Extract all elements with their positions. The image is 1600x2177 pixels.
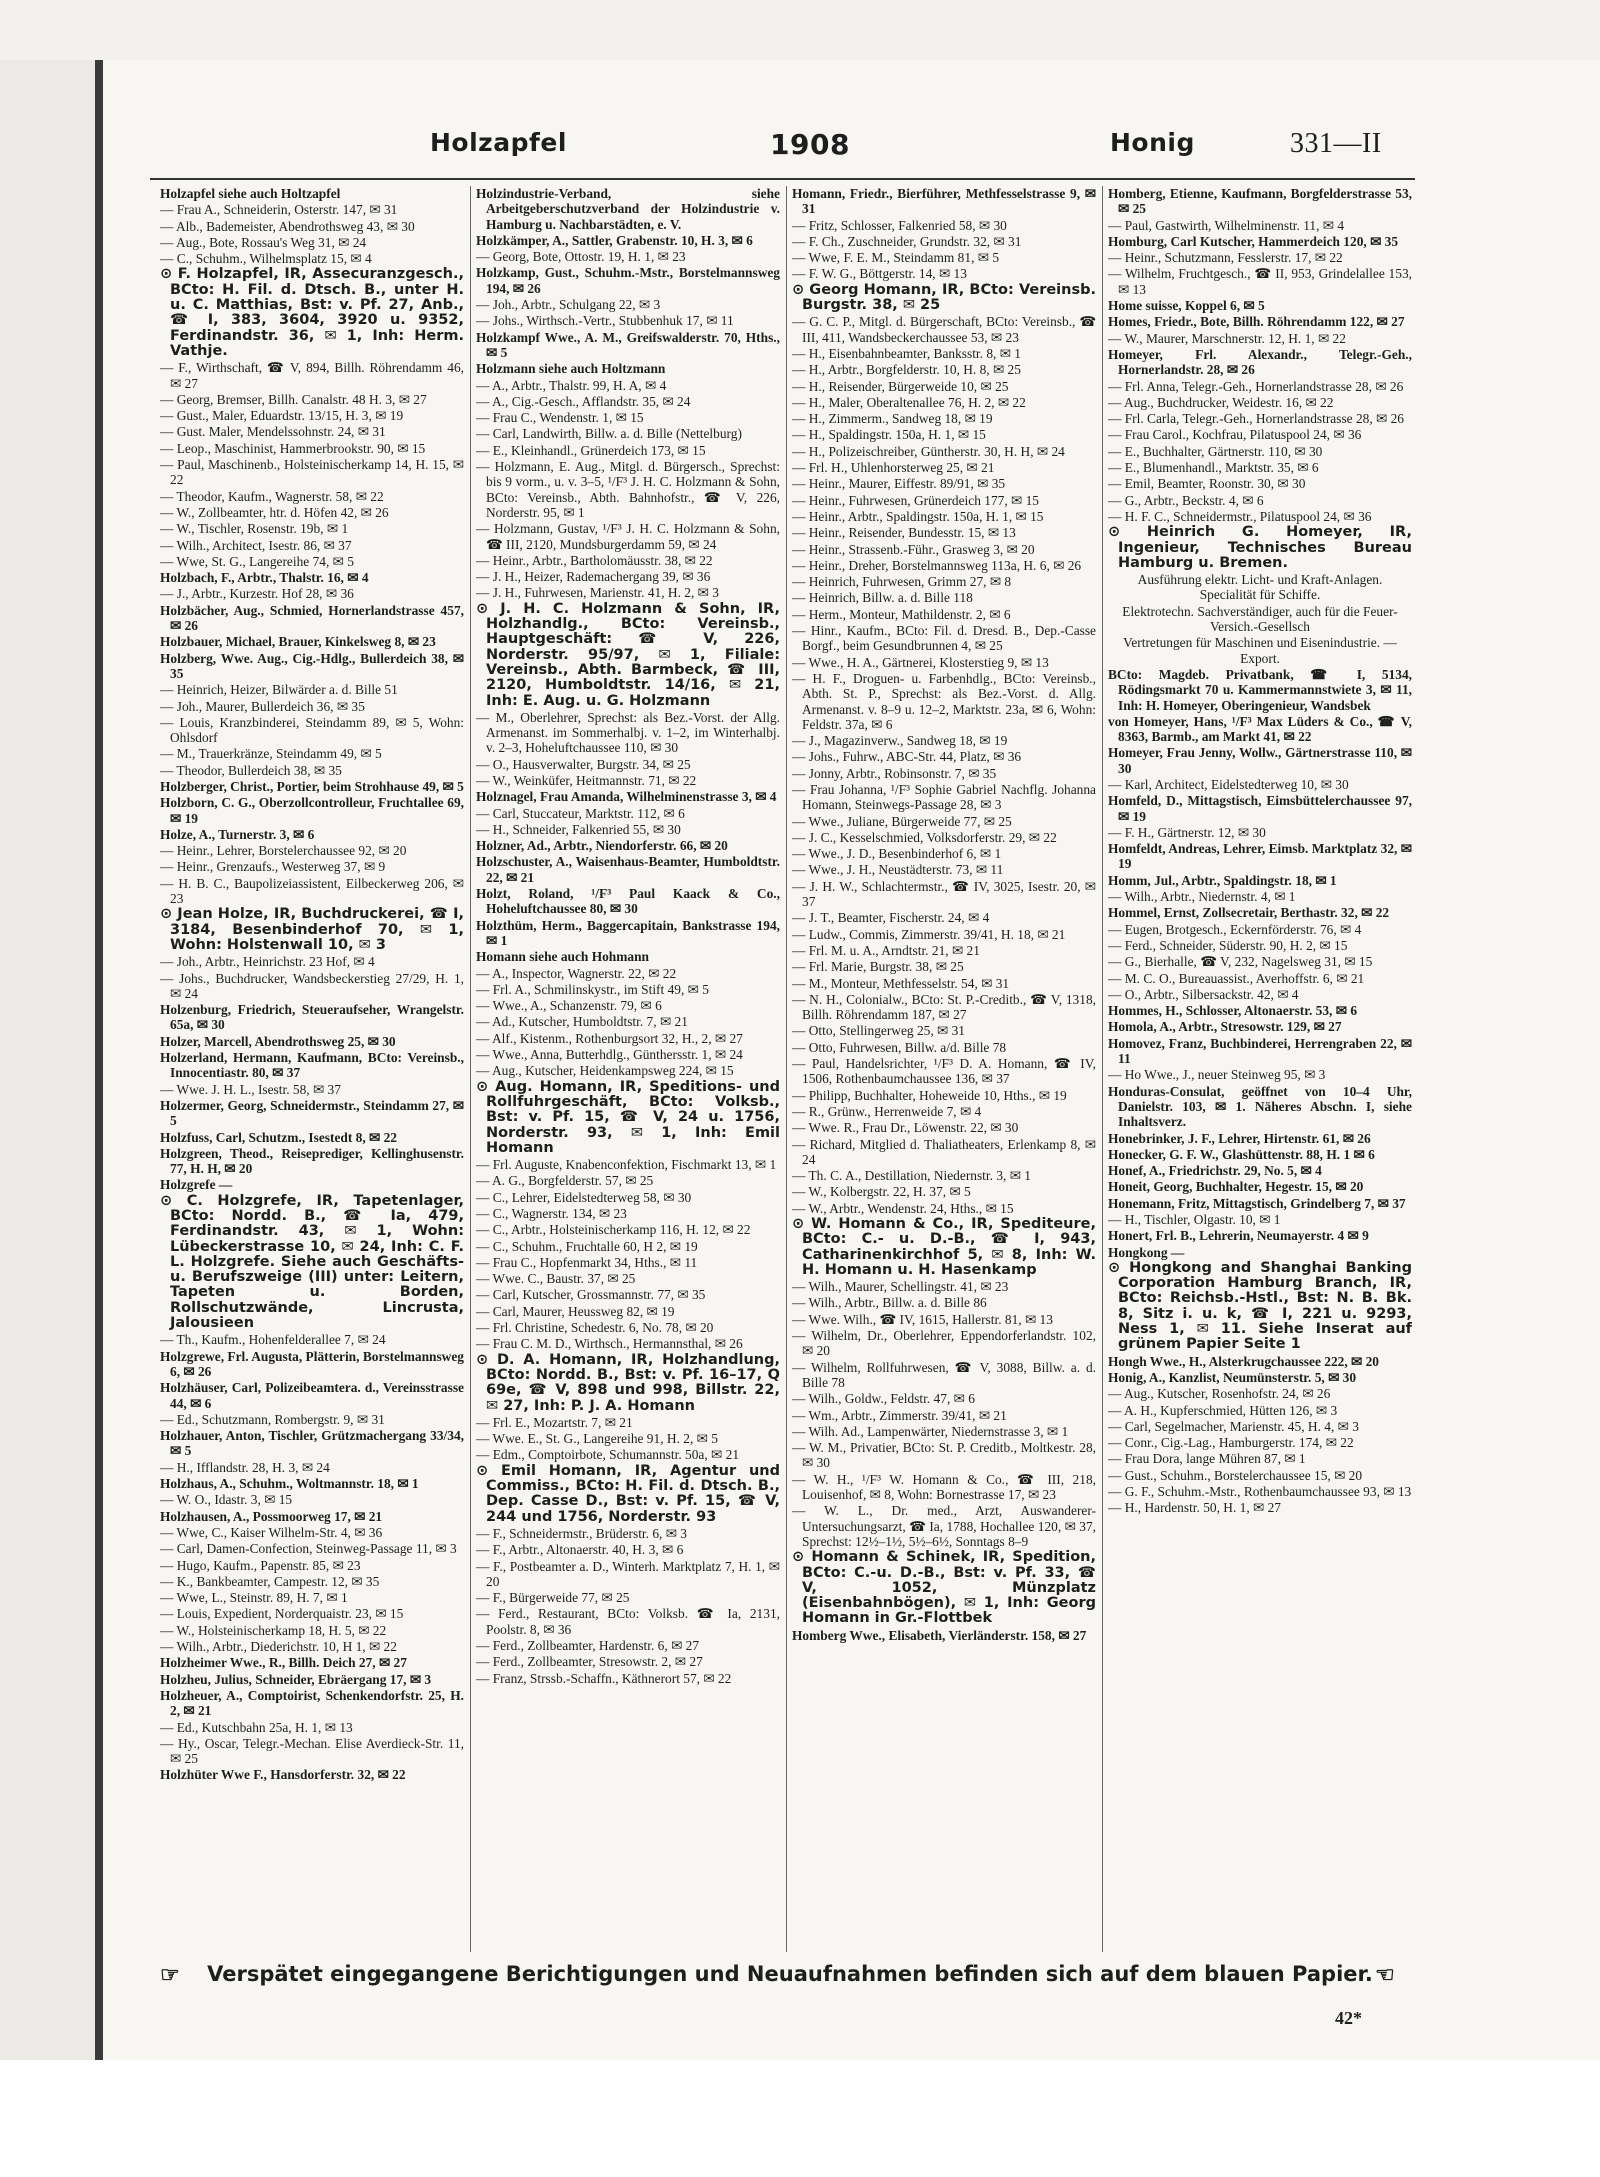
directory-entry: Homberg Wwe., Elisabeth, Vierländerstr. 158, ✉ 27 [792, 1627, 1087, 1643]
directory-entry: Holzhausen, A., Possmoorweg 17, ✉ 21 [160, 1508, 383, 1524]
directory-entry: — Hy., Oscar, Telegr.-Mechan. Elise Averdieck-Str. 11, ✉ 25 [160, 1735, 464, 1767]
directory-entry: — Holzmann, Gustav, ¹/F³ J. H. C. Holzmann & Sohn, ☎ III, 2120, Mundsburgerdamm 59, ✉ 24 [476, 521, 780, 552]
directory-entry: — A., Inspector, Wagnerstr. 22, ✉ 22 [476, 965, 677, 981]
directory-entry: — Heinrich, Heizer, Bilwärder a. d. Bille 51 [160, 682, 398, 698]
directory-entry: — Paul, Maschinenb., Holsteinischerkamp 14, H. 15, ✉ 22 [160, 457, 464, 488]
directory-entry: — Hugo, Kaufm., Papenstr. 85, ✉ 23 [160, 1557, 361, 1573]
directory-entry: — Carl, Kutscher, Grossmannstr. 77, ✉ 35 [476, 1287, 706, 1303]
directory-entry: — Aug., Buchdrucker, Weidestr. 16, ✉ 22 [1108, 394, 1334, 410]
directory-entry: — M., Monteur, Methfesselstr. 54, ✉ 31 [792, 975, 1010, 991]
directory-entry: Homovez, Franz, Buchbinderei, Herrengraben 22, ✉ 11 [1108, 1035, 1412, 1067]
directory-entry: Holzt, Roland, ¹/F³ Paul Kaack & Co., Hoheluftchaussee 80, ✉ 30 [476, 886, 780, 917]
directory-entry: Hongh Wwe., H., Alsterkrugchaussee 222, ✉ 20 [1108, 1353, 1379, 1369]
directory-entry: — M. C. O., Bureauassist., Averhoffstr. 6, ✉ 21 [1108, 970, 1365, 986]
directory-entry: — H. F. C., Schneidermstr., Pilatuspool 24, ✉ 36 [1108, 508, 1372, 524]
directory-entry: Holzhäuser, Carl, Polizeibeamtera. d., Vereinsstrasse 44, ✉ 6 [160, 1380, 464, 1411]
directory-entry: — Karl, Architect, Eidelstedterweg 10, ✉ 30 [1108, 776, 1349, 792]
column-divider [470, 186, 471, 1952]
scan-background [0, 2060, 1600, 2177]
directory-entry: — J. T., Beamter, Fischerstr. 24, ✉ 4 [792, 910, 990, 926]
directory-entry: — Wwe., H. A., Gärtnerei, Klosterstieg 9, ✉ 13 [792, 654, 1049, 670]
directory-entry: ⊙ Heinrich G. Homeyer, IR, Ingenieur, Technisches Bureau Hamburg u. Bremen. [1108, 524, 1412, 571]
directory-columns [160, 186, 1416, 1952]
directory-entry: — Frl. Anna, Telegr.-Geh., Hornerlandstrasse 28, ✉ 26 [1108, 378, 1404, 394]
directory-entry: Homfeld, D., Mittagstisch, Eimsbüttelerchaussee 97, ✉ 19 [1108, 793, 1412, 824]
directory-entry: — Paul, Gastwirth, Wilhelminenstr. 11, ✉ 4 [1108, 217, 1345, 233]
directory-entry: Holze, A., Turnerstr. 3, ✉ 6 [160, 826, 315, 842]
directory-entry: — H., Polizeischreiber, Güntherstr. 30, H. H, ✉ 24 [792, 443, 1065, 459]
directory-entry: — Conr., Cig.-Lag., Hamburgerstr. 174, ✉ 22 [1108, 1435, 1354, 1451]
directory-entry: Homberg, Etienne, Kaufmann, Borgfelderstrasse 53, ✉ 25 [1108, 186, 1412, 217]
directory-entry: — H., Tischler, Olgastr. 10, ✉ 1 [1108, 1212, 1281, 1227]
directory-entry: — H., Hardenstr. 50, H. 1, ✉ 27 [1108, 1500, 1282, 1516]
directory-entry: — Th. C. A., Destillation, Niedernstr. 3, ✉ 1 [792, 1168, 1031, 1184]
directory-entry: — Theodor, Kaufm., Wagnerstr. 58, ✉ 22 [160, 488, 384, 504]
directory-entry: — H., Arbtr., Borgfelderstr. 10, H. 8, ✉ 25 [792, 362, 1021, 378]
directory-entry: — H., Eisenbahnbeamter, Banksstr. 8, ✉ 1 [792, 345, 1021, 361]
directory-entry: — J., Magazinverw., Sandweg 18, ✉ 19 [792, 733, 1008, 749]
directory-entry: — Otto, Fuhrwesen, Billw. a/d. Bille 78 [792, 1039, 1007, 1055]
directory-entry: — Heinr., Grenzaufs., Westerweg 37, ✉ 9 [160, 859, 386, 875]
directory-entry: — Ferd., Schneider, Süderstr. 90, H. 2, ✉ 15 [1108, 937, 1348, 953]
directory-entry: — E., Buchhalter, Gärtnerstr. 110, ✉ 30 [1108, 443, 1323, 459]
directory-entry: — A. G., Borgfelderstr. 57, ✉ 25 [476, 1173, 654, 1189]
directory-entry: — Frau A., Schneiderin, Osterstr. 147, ✉ 31 [160, 202, 398, 218]
directory-entry: — H., Ifflandstr. 28, H. 3, ✉ 24 [160, 1459, 330, 1475]
directory-entry: — Heinr., Fuhrwesen, Grünerdeich 177, ✉ 15 [792, 492, 1039, 508]
directory-entry: Holzkämper, A., Sattler, Grabenstr. 10, H. 3, ✉ 6 [476, 232, 753, 248]
directory-entry: Holzerland, Hermann, Kaufmann, BCto: Vereinsb., Innocentiastr. 80, ✉ 37 [160, 1050, 464, 1081]
directory-entry: — W. O., Idastr. 3, ✉ 15 [160, 1492, 293, 1508]
directory-entry: — Frl. H., Uhlenhorsterweg 25, ✉ 21 [792, 460, 995, 476]
directory-entry: — Wwe. E., St. G., Langereihe 91, H. 2, ✉ 5 [476, 1431, 718, 1447]
directory-entry: ⊙ D. A. Homann, IR, Holzhandlung, BCto: Nordd. B., Bst: v. Pf. 16–17, Q 69e, ☎ V, 898 und 998, Billstr. 22, ✉ 27, Inh: P. J. A. Homann [476, 1351, 780, 1414]
directory-entry: — Wwe., Anna, Butterhdlg., Günthersstr. 1, ✉ 24 [476, 1047, 743, 1063]
directory-entry: — H. F., Droguen- u. Farbenhdlg., BCto: Vereinsb., Abth. St. P., Sprechst: als Bez.-Vorst. d. Allg. Armenanst. v. 8–9 u. 12–2, Marktstr. 23a, ✉ 6, Wohn: Feldstr. 37a, ✉ 6 [792, 670, 1096, 732]
directory-entry: — Wilhelm, Dr., Oberlehrer, Eppendorferlandstr. 102, ✉ 20 [792, 1328, 1096, 1359]
signature-mark: 42* [1335, 2008, 1362, 2028]
directory-entry: — O., Arbtr., Silbersackstr. 42, ✉ 4 [1108, 986, 1299, 1002]
directory-entry: — Wm., Arbtr., Zimmerstr. 39/41, ✉ 21 [792, 1407, 1007, 1423]
directory-entry: — R., Grünw., Herrenweide 7, ✉ 4 [792, 1103, 982, 1119]
directory-entry: — C., Lehrer, Eidelstedterweg 58, ✉ 30 [476, 1189, 692, 1205]
directory-entry: Holzberg, Wwe. Aug., Cig.-Hdlg., Bullerdeich 38, ✉ 35 [160, 650, 464, 681]
directory-entry: Honig, A., Kanzlist, Neumünsterstr. 5, ✉ 30 [1108, 1369, 1357, 1385]
directory-entry: — F., Wirthschaft, ☎ V, 894, Billh. Röhrendamm 46, ✉ 27 [160, 360, 464, 391]
directory-entry: Holznagel, Frau Amanda, Wilhelminenstrasse 3, ✉ 4 [476, 789, 777, 805]
directory-entry: — Frl. A., Schmilinskystr., im Stift 49, ✉ 5 [476, 981, 709, 997]
directory-entry: — Joh., Maurer, Bullerdeich 36, ✉ 35 [160, 698, 365, 714]
directory-entry: — Emil, Beamter, Roonstr. 30, ✉ 30 [1108, 476, 1306, 492]
directory-entry: — Leop., Maschinist, Hammerbrookstr. 90, ✉ 15 [160, 440, 426, 456]
column-divider [786, 186, 787, 1952]
directory-entry: ⊙ Hongkong and Shanghai Banking Corporation Hamburg Branch, IR, BCto: Reichsb.-Hstl., Bst: N. B. Bk. 8, Sitz i. u. k, ☎ I, 221 u. 9293, Ness 1, ✉ 11. Siehe Inserat auf grünem Papier Seite 1 [1108, 1259, 1412, 1353]
directory-entry: — J. C., Kesselschmied, Volksdorferstr. 29, ✉ 22 [792, 829, 1057, 845]
directory-entry: — Ferd., Zollbeamter, Stresowstr. 2, ✉ 27 [476, 1654, 703, 1670]
column-3 [792, 186, 1096, 1952]
directory-entry: Homeyer, Frl. Alexandr., Telegr.-Geh., Hornerlandstr. 28, ✉ 26 [1108, 346, 1412, 378]
directory-entry: ⊙ Jean Holze, IR, Buchdruckerei, ☎ I, 3184, Besenbinderhof 70, ✉ 1, Wohn: Holstenwall 10, ✉ 3 [160, 906, 464, 953]
directory-entry: — O., Hausverwalter, Burgstr. 34, ✉ 25 [476, 756, 691, 772]
directory-entry: ⊙ W. Homann & Co., IR, Spediteure, BCto: C.- u. D.-B., ☎ I, 943, Catharinenkirchhof 5, ✉ 8, Inh: W. H. Homann u. H. Hasenkamp [792, 1216, 1096, 1278]
directory-entry: — C., Wagnerstr. 134, ✉ 23 [476, 1206, 627, 1221]
column-1 [160, 186, 464, 1952]
directory-entry: — Heinr., Arbtr., Bartholomäusstr. 38, ✉ 22 [476, 552, 713, 568]
directory-entry: Ausführung elektr. Licht- und Kraft-Anlagen. Specialität für Schiffe. [1137, 572, 1383, 603]
directory-entry: — W., Tischler, Rosenstr. 19b, ✉ 1 [160, 521, 349, 537]
footer-notice [160, 1962, 1416, 2002]
header-rule [150, 178, 1415, 180]
directory-entry: — Holzmann, E. Aug., Mitgl. d. Bürgersch., Sprechst: bis 9 vorm., u. v. 3–5, ¹/F³ J. H. C. Holzmann & Sohn, BCto: Vereinsb., Abth. Bahnhofstr., ☎ V, 226, Norderstr. 95, ✉ 1 [476, 459, 780, 520]
directory-entry: — Eugen, Brotgesch., Eckernförderstr. 76, ✉ 4 [1108, 921, 1362, 937]
header-last-entry: Honig [1110, 128, 1195, 157]
directory-entry: — Wwe. J. H. L., Isestr. 58, ✉ 37 [160, 1081, 341, 1097]
directory-entry: — M., Oberlehrer, Sprechst: als Bez.-Vorst. der Allg. Armenanst. im Sommerhalbj. v. 1–2, im Winterhalbj. v. 2–3, Hoheluftchaussee 110, ✉ 30 [476, 709, 780, 756]
directory-entry: — H., Reisender, Bürgerweide 10, ✉ 25 [792, 378, 1009, 394]
directory-entry: — Wilh., Goldw., Feldstr. 47, ✉ 6 [792, 1391, 975, 1407]
directory-entry: Holzhüter Wwe F., Hansdorferstr. 32, ✉ 22 [160, 1767, 406, 1783]
directory-entry: Hongkong — [1108, 1244, 1185, 1260]
directory-entry: — Wwe, F. E. M., Steindamm 81, ✉ 5 [792, 250, 1000, 266]
directory-entry: — W., Holsteinischerkamp 18, H. 5, ✉ 22 [160, 1622, 387, 1638]
directory-entry: Homfeldt, Andreas, Lehrer, Eimsb. Marktplatz 32, ✉ 19 [1108, 841, 1412, 872]
directory-entry: — Wilh. Ad., Lampenwärter, Niedernstrasse 3, ✉ 1 [792, 1423, 1069, 1439]
directory-entry: — Heinr., Strassenb.-Führ., Grasweg 3, ✉ 20 [792, 541, 1035, 557]
directory-entry: Holzfuss, Carl, Schutzm., Isestedt 8, ✉ 22 [160, 1129, 397, 1145]
directory-entry: — N. H., Colonialw., BCto: St. P.-Creditb., ☎ V, 1318, Billh. Röhrendamm 187, ✉ 27 [792, 991, 1096, 1023]
directory-entry: — Aug., Kutscher, Rosenhofstr. 24, ✉ 26 [1108, 1386, 1331, 1402]
directory-entry: — Ferd., Zollbeamter, Hardenstr. 6, ✉ 27 [476, 1638, 700, 1654]
directory-entry: Honert, Frl. B., Lehrerin, Neumayerstr. 4 ✉ 9 [1108, 1228, 1369, 1244]
directory-entry: — F., Arbtr., Altonaerstr. 40, H. 3, ✉ 6 [476, 1542, 684, 1558]
directory-entry: — C., Schuhm., Fruchtalle 60, H 2, ✉ 19 [476, 1238, 698, 1254]
directory-entry: — Carl, Damen-Confection, Steinweg-Passage 11, ✉ 3 [160, 1541, 457, 1557]
directory-entry: — Frau Dora, lange Mühren 87, ✉ 1 [1108, 1451, 1306, 1467]
directory-entry: Holzner, Ad., Arbtr., Niendorferstr. 66, ✉ 20 [476, 838, 728, 854]
directory-entry: — Wwe, C., Kaiser Wilhelm-Str. 4, ✉ 36 [160, 1524, 383, 1540]
directory-entry: — Wwe. R., Frau Dr., Löwenstr. 22, ✉ 30 [792, 1120, 1019, 1136]
directory-entry: — Wilh., Architect, Isestr. 86, ✉ 37 [160, 537, 352, 553]
running-header [150, 128, 1410, 170]
directory-entry: — H., Schneider, Falkenried 55, ✉ 30 [476, 821, 681, 837]
directory-entry: — Frl. M. u. A., Arndtstr. 21, ✉ 21 [792, 942, 980, 958]
pointing-hand-right-icon: ☞ [160, 1962, 180, 1987]
directory-entry: — F. W. G., Böttgerstr. 14, ✉ 13 [792, 266, 967, 282]
directory-entry: — Alb., Bademeister, Abendrothsweg 43, ✉ 30 [160, 218, 415, 234]
directory-entry: ⊙ F. Holzapfel, IR, Assecuranzgesch., BCto: H. Fil. d. Dtsch. B., unter H. u. C. Matthias, Bst: v. Pf. 27, Anb., ☎ I, 383, 3604, 3920 u. 9352, Ferdinandstr. 36, ✉ 1, Inh: Herm. Vathje. [160, 266, 464, 359]
directory-entry: ⊙ C. Holzgrefe, IR, Tapetenlager, BCto: Nordd. B., ☎ Ia, 479, Ferdinandstr. 43, ✉ 1, Wohn: Lübeckerstrasse 10, ✉ 24, Inh: C. F. L. Holzgrefe. Siehe auch Geschäfts- u. Berufszweige (III) unter: Leitern, Tapeten u. Borden, Rollschutzwände, Lincrusta, Jalousieen [160, 1192, 464, 1332]
page-number: 331—II [1290, 128, 1382, 159]
directory-entry: Homann siehe auch Hohmann [476, 949, 649, 965]
directory-entry: — Gust., Schuhm., Borstelerchaussee 15, ✉ 20 [1108, 1467, 1363, 1483]
directory-entry: Homeyer, Frau Jenny, Wollw., Gärtnerstrasse 110, ✉ 30 [1108, 745, 1412, 776]
directory-entry: — Richard, Mitglied d. Thaliatheaters, Erlenkamp 8, ✉ 24 [792, 1136, 1096, 1167]
directory-entry: Homm, Jul., Arbtr., Spaldingstr. 18, ✉ 1 [1108, 872, 1337, 888]
directory-entry: — Aug., Bote, Rossau's Weg 31, ✉ 24 [160, 234, 367, 250]
directory-entry: — Heinr., Dreher, Borstelmannsweg 113a, H. 6, ✉ 26 [792, 557, 1082, 573]
directory-entry: — Jonny, Arbtr., Robinsonstr. 7, ✉ 35 [792, 765, 997, 781]
directory-entry: — Philipp, Buchhalter, Hoheweide 10, Hths., ✉ 19 [792, 1087, 1067, 1103]
directory-entry: — Ed., Schutzmann, Rombergstr. 9, ✉ 31 [160, 1411, 385, 1427]
directory-entry: — Wilhelm, Fruchtgesch., ☎ II, 953, Grindelallee 153, ✉ 13 [1108, 266, 1412, 297]
directory-entry: — Carl, Landwirth, Billw. a. d. Bille (Nettelburg) [476, 426, 742, 442]
directory-entry: Vertretungen für Maschinen und Eisenindustrie. — Export. [1123, 635, 1397, 666]
directory-entry: Holzkamp, Gust., Schuhm.-Mstr., Borstelmannsweg 194, ✉ 26 [476, 265, 780, 296]
directory-entry: Honemann, Fritz, Mittagstisch, Grindelberg 7, ✉ 37 [1108, 1195, 1406, 1211]
directory-entry: Honef, A., Friedrichstr. 29, No. 5, ✉ 4 [1108, 1163, 1322, 1179]
directory-entry: — Wwe., Juliane, Bürgerweide 77, ✉ 25 [792, 813, 1012, 829]
directory-entry: — Carl, Maurer, Heussweg 82, ✉ 19 [476, 1303, 675, 1319]
directory-entry: Hommel, Ernst, Zollsecretair, Berthastr. 32, ✉ 22 [1108, 905, 1390, 921]
directory-entry: — W., Kolbergstr. 22, H. 37, ✉ 5 [792, 1184, 971, 1200]
directory-entry: — G., Arbtr., Beckstr. 4, ✉ 6 [1108, 492, 1264, 508]
directory-entry: — C., Arbtr., Holsteinischerkamp 116, H. 12, ✉ 22 [476, 1222, 751, 1238]
directory-entry: Hommes, H., Schlosser, Altonaerstr. 53, ✉ 6 [1108, 1003, 1358, 1019]
directory-entry: — Wilh., Arbtr., Diederichstr. 10, H 1, ✉ 22 [160, 1639, 397, 1655]
directory-entry: Holzborn, C. G., Oberzollcontrolleur, Fruchtallee 69, ✉ 19 [160, 795, 464, 826]
directory-entry: — Frau C. M. D., Wirthsch., Hermannsthal, ✉ 26 [476, 1336, 743, 1352]
directory-entry: Holzbach, F., Arbtr., Thalstr. 16, ✉ 4 [160, 570, 369, 586]
directory-entry: — Joh., Arbtr., Schulgang 22, ✉ 3 [476, 297, 661, 313]
directory-entry: — W. H., ¹/F³ W. Homann & Co., ☎ III, 218, Louisenhof, ✉ 8, Wohn: Bornestrasse 17, ✉ 23 [792, 1471, 1096, 1503]
directory-entry: Homes, Friedr., Bote, Billh. Röhrendamm 122, ✉ 27 [1108, 314, 1405, 330]
directory-entry: — H., Zimmerm., Sandweg 18, ✉ 19 [792, 411, 993, 427]
directory-entry: — C., Schuhm., Wilhelmsplatz 15, ✉ 4 [160, 251, 372, 267]
directory-entry: Honeit, Georg, Buchhalter, Hegestr. 15, ✉ 20 [1108, 1179, 1364, 1195]
directory-entry: — Wwe, St. G., Langereihe 74, ✉ 5 [160, 553, 354, 569]
directory-entry: — Johs., Buchdrucker, Wandsbeckerstieg 27/29, H. 1, ✉ 24 [160, 970, 464, 1001]
directory-entry: — Frau C., Hopfenmarkt 34, Hths., ✉ 11 [476, 1254, 698, 1270]
directory-entry: — Fritz, Schlosser, Falkenried 58, ✉ 30 [792, 217, 1007, 233]
directory-entry: — Paul, Handelsrichter, ¹/F³ D. A. Homann, ☎ IV, 1506, Rothenbaumchaussee 136, ✉ 37 [792, 1056, 1096, 1087]
directory-entry: Holzkampf Wwe., A. M., Greifswalderstr. 70, Hths., ✉ 5 [476, 329, 780, 360]
directory-entry: Holzgreen, Theod., Reiseprediger, Kellinghusenstr. 77, H. H, ✉ 20 [160, 1145, 464, 1177]
directory-entry: — Wwe., J. H., Neustädterstr. 73, ✉ 11 [792, 862, 1004, 878]
directory-entry: — Frau Carol., Kochfrau, Pilatuspool 24, ✉ 36 [1108, 427, 1362, 443]
directory-entry: Holzermer, Georg, Schneidermstr., Steindamm 27, ✉ 5 [160, 1097, 464, 1129]
directory-entry: — Carl, Stuccateur, Marktstr. 112, ✉ 6 [476, 805, 685, 821]
directory-entry: — Gust. Maler, Mendelssohnstr. 24, ✉ 31 [160, 424, 386, 440]
directory-entry: — Joh., Arbtr., Heinrichstr. 23 Hof, ✉ 4 [160, 954, 375, 970]
directory-entry: — W., Arbtr., Wendenstr. 24, Hths., ✉ 15 [792, 1200, 1014, 1216]
directory-entry: — Frl. Marie, Burgstr. 38, ✉ 25 [792, 959, 964, 975]
directory-entry: — Frl. Carla, Telegr.-Geh., Hornerlandstrasse 28, ✉ 26 [1108, 411, 1405, 427]
directory-entry: — Heinr., Maurer, Eiffestr. 89/91, ✉ 35 [792, 476, 1006, 492]
directory-entry: — Theodor, Bullerdeich 38, ✉ 35 [160, 762, 342, 778]
directory-entry: Homann, Friedr., Bierführer, Methfesselstrasse 9, ✉ 31 [792, 186, 1096, 217]
directory-entry: — Herm., Monteur, Mathildenstr. 2, ✉ 6 [792, 606, 1011, 622]
directory-entry: — M., Trauerkränze, Steindamm 49, ✉ 5 [160, 746, 382, 762]
directory-entry: — Wilh., Arbtr., Billw. a. d. Bille 86 [792, 1295, 987, 1311]
directory-entry: — G. F., Schuhm.-Mstr., Rothenbaumchaussee 93, ✉ 13 [1108, 1484, 1412, 1500]
directory-entry: Holzbauer, Michael, Brauer, Kinkelsweg 8, ✉ 23 [160, 634, 436, 650]
directory-entry: — Frau C., Wendenstr. 1, ✉ 15 [476, 410, 644, 426]
directory-entry: — Ad., Kutscher, Humboldtstr. 7, ✉ 21 [476, 1014, 688, 1030]
directory-entry: Holzgrefe — [160, 1177, 233, 1193]
directory-entry: — Alf., Kistenm., Rothenburgsort 32, H., 2, ✉ 27 [476, 1030, 743, 1046]
directory-entry: — A. H., Kupferschmied, Hütten 126, ✉ 3 [1108, 1402, 1338, 1418]
directory-entry: — Hinr., Kaufm., BCto: Fil. d. Dresd. B., Dep.-Casse Borgf., beim Gesundbrunnen 4, ✉ 25 [792, 623, 1096, 654]
directory-entry: Holzer, Marcell, Abendrothsweg 25, ✉ 30 [160, 1033, 396, 1049]
directory-entry: — A., Arbtr., Thalstr. 99, H. A, ✉ 4 [476, 377, 667, 393]
directory-entry: Honebrinker, J. F., Lehrer, Hirtenstr. 61, ✉ 26 [1108, 1130, 1371, 1146]
directory-entry: — Wwe. Wilh., ☎ IV, 1615, Hallerstr. 81, ✉ 13 [792, 1311, 1053, 1327]
directory-entry: Holzberger, Christ., Portier, beim Strohhause 49, ✉ 5 [160, 778, 464, 794]
directory-entry: — Gust., Maler, Eduardstr. 13/15, H. 3, ✉ 19 [160, 408, 404, 424]
footer-text: Verspätet eingegangene Berichtigungen und Neuaufnahmen befinden sich auf dem blauen Papier. [207, 1962, 1373, 1986]
directory-entry: — Wwe., J. D., Besenbinderhof 6, ✉ 1 [792, 846, 1002, 862]
column-4 [1108, 186, 1412, 1952]
directory-entry: — Frl. Christine, Schedestr. 6, No. 78, ✉ 20 [476, 1320, 714, 1336]
directory-entry: — K., Bankbeamter, Campestr. 12, ✉ 35 [160, 1573, 380, 1589]
directory-entry: — W., Weinküfer, Heitmannstr. 71, ✉ 22 [476, 772, 697, 788]
directory-entry: ⊙ J. H. C. Holzmann & Sohn, IR, Holzhandlg., BCto: Vereinsb., Hauptgeschäft: ☎ V, 226, Norderstr. 95/97, ✉ 1, Filiale: Vereinsb., Abth. Barmbeck, ☎ III, 2120, Humboldtstr. 14/16, ✉ 21, Inh: E. Aug. u. G. Holzmann [476, 600, 780, 709]
directory-entry: — Wilhelm, Rollfuhrwesen, ☎ V, 3088, Billw. a. d. Bille 78 [792, 1359, 1096, 1390]
pointing-hand-left-icon: ☜ [1375, 1962, 1395, 1987]
directory-entry: — J. H., Heizer, Rademachergang 39, ✉ 36 [476, 569, 711, 585]
directory-entry: — E., Kleinhandl., Grünerdeich 173, ✉ 15 [476, 442, 706, 458]
directory-entry: Holzheu, Julius, Schneider, Ebräergang 17, ✉ 3 [160, 1671, 432, 1687]
directory-entry: — Heinr., Schutzmann, Fesslerstr. 17, ✉ 22 [1108, 250, 1343, 266]
directory-entry: Holzmann siehe auch Holtzmann [476, 361, 666, 377]
directory-entry: — Wilh., Arbtr., Niedernstr. 4, ✉ 1 [1108, 889, 1296, 905]
directory-entry: Holzapfel siehe auch Holtzapfel [160, 186, 341, 201]
directory-entry: — Heinr., Reisender, Bundesstr. 15, ✉ 13 [792, 525, 1016, 541]
directory-entry: Holzheuer, A., Comptoirist, Schenkendorfstr. 25, H. 2, ✉ 21 [160, 1687, 464, 1719]
book-spine [95, 60, 103, 2060]
directory-entry: Honecker, G. F. W., Glashüttenstr. 88, H. 1 ✉ 6 [1108, 1146, 1375, 1162]
facing-page-edge [0, 60, 95, 2060]
directory-entry: Holzgrewe, Frl. Augusta, Plätterin, Borstelmannsweg 6, ✉ 26 [160, 1348, 464, 1379]
directory-entry: — Wwe, L., Steinstr. 89, H. 7, ✉ 1 [160, 1590, 348, 1606]
directory-entry: — J. H., Fuhrwesen, Marienstr. 41, H. 2, ✉ 3 [476, 585, 719, 601]
directory-entry: — Wwe. C., Baustr. 37, ✉ 25 [476, 1271, 636, 1287]
directory-entry: — E., Blumenhandl., Marktstr. 35, ✉ 6 [1108, 460, 1319, 476]
directory-entry: Holzhauer, Anton, Tischler, Grützmachergang 33/34, ✉ 5 [160, 1428, 464, 1459]
directory-entry: — J. H. W., Schlachtermstr., ☎ IV, 3025, Isestr. 20, ✉ 37 [792, 878, 1096, 910]
directory-entry: Elektrotechn. Sachverständiger, auch für die Feuer-Versich.-Gesellsch [1122, 603, 1398, 635]
directory-entry: — H. B. C., Baupolizeiassistent, Eilbeckerweg 206, ✉ 23 [160, 875, 464, 907]
directory-entry: Holzbächer, Aug., Schmied, Hornerlandstrasse 457, ✉ 26 [160, 602, 464, 634]
directory-entry: Holzenburg, Friedrich, Steueraufseher, Wrangelstr. 65a, ✉ 30 [160, 1002, 464, 1033]
directory-entry: — F., Schneidermstr., Brüderstr. 6, ✉ 3 [476, 1525, 687, 1541]
directory-entry: Holzheimer Wwe., R., Billh. Deich 27, ✉ 27 [160, 1655, 407, 1671]
directory-entry: — Heinrich, Billw. a. d. Bille 118 [792, 590, 973, 606]
directory-entry: — A., Cig.-Gesch., Afflandstr. 35, ✉ 24 [476, 393, 691, 409]
directory-entry: — H., Spaldingstr. 150a, H. 1, ✉ 15 [792, 427, 986, 443]
directory-entry: ⊙ Emil Homann, IR, Agentur und Commiss., BCto: H. Fil. d. Dtsch. B., Dep. Casse D., Bst: v. Pf. 15, ☎ V, 244 und 1756, Norderstr. 93 [476, 1462, 780, 1525]
directory-entry: — Louis, Kranzbinderei, Steindamm 89, ✉ 5, Wohn: Ohlsdorf [160, 714, 464, 746]
directory-entry: — Johs., Wirthsch.-Vertr., Stubbenhuk 17, ✉ 11 [476, 313, 734, 329]
directory-entry: — Georg, Bremser, Billh. Canalstr. 48 H. 3, ✉ 27 [160, 391, 427, 407]
directory-entry: — F. Ch., Zuschneider, Grundstr. 32, ✉ 31 [792, 233, 1022, 249]
directory-entry: — Franz, Strssb.-Schaffn., Käthnerort 57, ✉ 22 [476, 1670, 732, 1686]
column-2 [476, 186, 780, 1952]
directory-entry: — G. C. P., Mitgl. d. Bürgerschaft, BCto: Vereinsb., ☎ III, 411, Wandsbeckerchaussee 53, ✉ 23 [792, 314, 1096, 345]
directory-entry: Homburg, Carl Kutscher, Hammerdeich 120, ✉ 35 [1108, 233, 1399, 249]
directory-entry: ⊙ Homann & Schinek, IR, Spedition, BCto: C.-u. D.-B., Bst: v. Pf. 33, ☎ V, 1052, Münzplatz (Eisenbahnbögen), ✉ 1, Inh: Georg Homann in Gr.-Flottbek [792, 1549, 1096, 1627]
directory-entry: — Georg, Bote, Ottostr. 19, H. 1, ✉ 23 [476, 249, 686, 265]
directory-entry: — Aug., Kutscher, Heidenkampsweg 224, ✉ 15 [476, 1063, 734, 1079]
directory-entry: — F. H., Gärtnerstr. 12, ✉ 30 [1108, 824, 1266, 840]
directory-entry: — W., Maurer, Marschnerstr. 12, H. 1, ✉ 22 [1108, 330, 1346, 346]
directory-entry: Holzhaus, A., Schuhm., Woltmannstr. 18, ✉ 1 [160, 1476, 419, 1492]
directory-entry: — H., Maler, Oberaltenallee 76, H. 2, ✉ 22 [792, 394, 1026, 410]
header-year: 1908 [770, 128, 850, 161]
directory-entry: Holzschuster, A., Waisenhaus-Beamter, Humboldtstr. 22, ✉ 21 [476, 854, 780, 885]
directory-entry: — Edm., Comptoirbote, Schumannstr. 50a, ✉ 21 [476, 1447, 740, 1463]
directory-entry: — F., Postbeamter a. D., Winterh. Marktplatz 7, H. 1, ✉ 20 [476, 1558, 780, 1589]
directory-entry: ⊙ Georg Homann, IR, BCto: Vereinsb. Burgstr. 38, ✉ 25 [792, 281, 1096, 314]
directory-entry: — Th., Kaufm., Hohenfelderallee 7, ✉ 24 [160, 1332, 386, 1348]
directory-entry: — F., Bürgerweide 77, ✉ 25 [476, 1590, 630, 1606]
directory-entry: — Johs., Fuhrw., ABC-Str. 44, Platz, ✉ 36 [792, 749, 1022, 765]
directory-entry: Holzindustrie-Verband, siehe Arbeitgeberschutzverband der Holzindustrie v. Hamburg u. Nachbarstädten, e. V. [476, 186, 780, 232]
header-first-entry: Holzapfel [430, 128, 567, 157]
directory-entry: — Ed., Kutschbahn 25a, H. 1, ✉ 13 [160, 1719, 353, 1735]
directory-entry: — Wilh., Maurer, Schellingstr. 41, ✉ 23 [792, 1279, 1009, 1295]
directory-entry: — Frau Johanna, ¹/F³ Sophie Gabriel Nachflg. Johanna Homann, Steinwegs-Passage 28, ✉ 3 [792, 781, 1096, 813]
directory-entry: — Otto, Stellingerweg 25, ✉ 31 [792, 1023, 966, 1039]
directory-entry: — G., Bierhalle, ☎ V, 232, Nagelsweg 31, ✉ 15 [1108, 954, 1373, 970]
directory-entry: — Louis, Expedient, Norderquaistr. 23, ✉ 15 [160, 1606, 404, 1622]
directory-entry: ⊙ Aug. Homann, IR, Speditions- und Rollfuhrgeschäft, BCto: Volksb., Bst: v. Pf. 15, ☎ V, 24 u. 1756, Norderstr. 93, ✉ 1, Inh: Emil Homann [476, 1078, 780, 1156]
directory-entry: — Ludw., Commis, Zimmerstr. 39/41, H. 18, ✉ 21 [792, 926, 1066, 942]
directory-entry: BCto: Magdeb. Privatbank, ☎ I, 5134, Rödingsmarkt 70 u. Kammermannstwiete 3, ✉ 11, Inh: H. Homeyer, Oberingenieur, Wandsbek [1108, 666, 1412, 713]
directory-entry: — J., Arbtr., Kurzestr. Hof 28, ✉ 36 [160, 586, 354, 602]
directory-entry: — Ho Wwe., J., neuer Steinweg 95, ✉ 3 [1108, 1067, 1326, 1083]
directory-entry: Honduras-Consulat, geöffnet von 10–4 Uhr, Danielstr. 103, ✉ 1. Näheres Abschn. I, siehe Inhaltsverz. [1108, 1083, 1412, 1130]
directory-entry: — Carl, Segelmacher, Marienstr. 45, H. 4, ✉ 3 [1108, 1418, 1359, 1434]
directory-entry: Holzthüm, Herm., Baggercapitain, Bankstrasse 194, ✉ 1 [476, 917, 780, 948]
directory-entry: Homola, A., Arbtr., Stresowstr. 129, ✉ 27 [1108, 1019, 1342, 1035]
directory-entry: — W. M., Privatier, BCto: St. P. Creditb., Moltkestr. 28, ✉ 30 [792, 1440, 1096, 1471]
directory-entry: — Frl. Auguste, Knabenconfektion, Fischmarkt 13, ✉ 1 [476, 1157, 777, 1173]
directory-entry: — Frl. E., Mozartstr. 7, ✉ 21 [476, 1414, 633, 1430]
directory-entry: Home suisse, Koppel 6, ✉ 5 [1108, 298, 1265, 314]
directory-entry: — W. L., Dr. med., Arzt, Auswanderer-Untersuchungsarzt, ☎ Ia, 1788, Hochallee 120, ✉ 37, Sprechst: 12½–1½, 5½–6½, Sonntags 8–9 [792, 1503, 1096, 1549]
directory-entry: — W., Zollbeamter, htr. d. Höfen 42, ✉ 26 [160, 504, 389, 520]
directory-entry: — Ferd., Restaurant, BCto: Volksb. ☎ Ia, 2131, Poolstr. 8, ✉ 36 [476, 1606, 780, 1637]
directory-entry: — Heinr., Arbtr., Spaldingstr. 150a, H. 1, ✉ 15 [792, 508, 1044, 524]
directory-entry: von Homeyer, Hans, ¹/F³ Max Lüders & Co., ☎ V, 8363, Barmb., am Markt 41, ✉ 22 [1108, 713, 1412, 745]
directory-entry: — Heinrich, Fuhrwesen, Grimm 27, ✉ 8 [792, 574, 1012, 590]
directory-entry: — Wwe., A., Schanzenstr. 79, ✉ 6 [476, 998, 662, 1014]
directory-entry: — Heinr., Lehrer, Borstelerchaussee 92, ✉ 20 [160, 843, 407, 859]
column-divider [1102, 186, 1103, 1952]
